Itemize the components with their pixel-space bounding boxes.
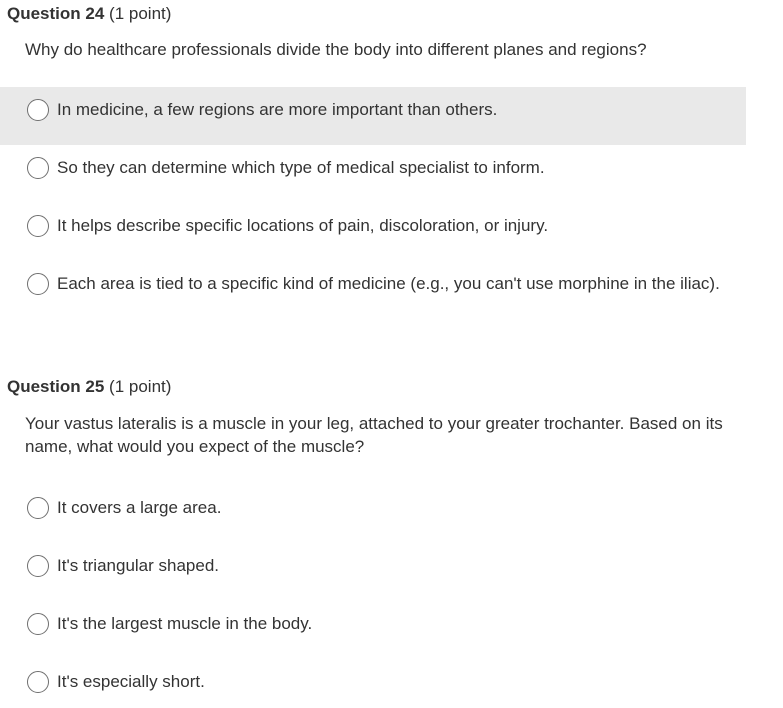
q25-option-2[interactable] bbox=[0, 543, 746, 601]
radio-button[interactable] bbox=[27, 613, 49, 635]
q25-option-1[interactable] bbox=[0, 485, 746, 543]
option-label: It helps describe specific locations of pain, discoloration, or injury. bbox=[57, 216, 549, 235]
option-label: It's the largest muscle in the body. bbox=[57, 614, 313, 633]
question-25-header bbox=[7, 376, 171, 398]
q24-option-2[interactable] bbox=[0, 145, 746, 203]
option-label: It's triangular shaped. bbox=[57, 556, 220, 575]
radio-button[interactable] bbox=[27, 99, 49, 121]
option-label: In medicine, a few regions are more important than others. bbox=[57, 100, 498, 119]
question-24-header bbox=[7, 3, 171, 25]
q25-option-3[interactable] bbox=[0, 601, 746, 659]
option-label: It covers a large area. bbox=[57, 498, 222, 517]
radio-button[interactable] bbox=[27, 273, 49, 295]
question-25-prompt: Your vastus lateralis is a muscle in your leg, attached to your greater trochanter. Based on its name, what would you expect of the muscle? bbox=[25, 414, 723, 456]
q24-option-1[interactable] bbox=[0, 87, 746, 145]
question-number: Question 24 bbox=[7, 4, 105, 23]
question-number: Question 25 bbox=[7, 377, 105, 396]
radio-button[interactable] bbox=[27, 671, 49, 693]
radio-button[interactable] bbox=[27, 157, 49, 179]
option-label: So they can determine which type of medical specialist to inform. bbox=[57, 158, 545, 177]
q24-option-4[interactable] bbox=[0, 261, 746, 331]
question-points: (1 point) bbox=[109, 377, 172, 396]
radio-button[interactable] bbox=[27, 497, 49, 519]
option-label: Each area is tied to a specific kind of medicine (e.g., you can't use morphine in the iliac). bbox=[57, 274, 720, 293]
question-points: (1 point) bbox=[109, 4, 172, 23]
radio-button[interactable] bbox=[27, 555, 49, 577]
q25-option-4[interactable] bbox=[0, 659, 746, 705]
option-label: It's especially short. bbox=[57, 672, 205, 691]
q24-option-3[interactable] bbox=[0, 203, 746, 261]
radio-button[interactable] bbox=[27, 215, 49, 237]
question-24-prompt: Why do healthcare professionals divide the body into different planes and regions? bbox=[25, 40, 647, 59]
